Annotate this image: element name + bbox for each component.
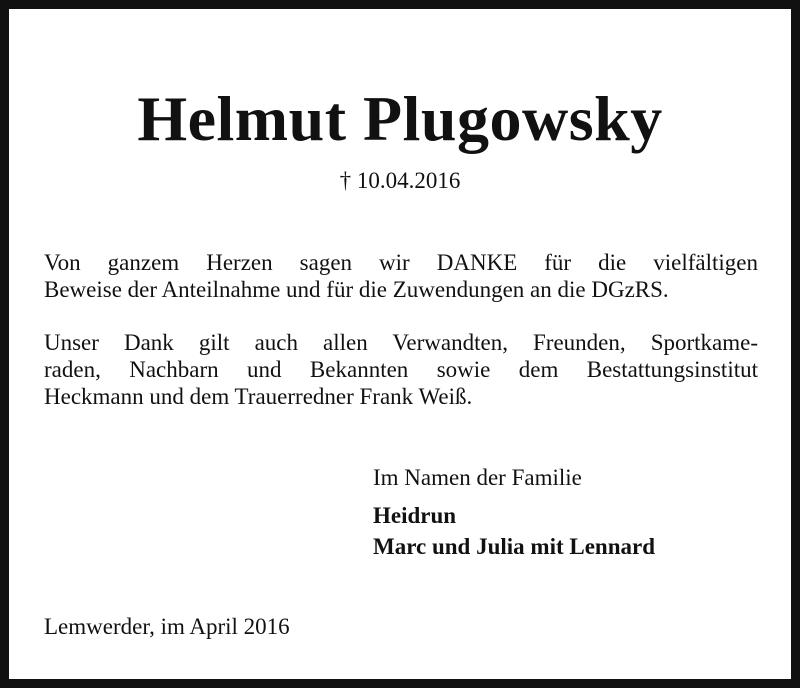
deceased-name: Helmut Plugowsky xyxy=(137,83,663,154)
signature-intro: Im Namen der Familie xyxy=(373,465,582,490)
place-and-date: Lemwerder, im April 2016 xyxy=(44,614,290,639)
signature-name: Heidrun xyxy=(373,503,457,528)
thanks-line: Von ganzem Herzen sagen wir DANKE für die vielfältigen xyxy=(44,250,758,275)
gratitude-paragraph xyxy=(44,329,758,410)
thanks-paragraph xyxy=(44,249,758,303)
thanks-line: Beweise der Anteilnahme und für die Zuwendungen an die DGzRS. xyxy=(44,277,669,302)
signature-name: Marc und Julia mit Lennard xyxy=(373,534,655,559)
gratitude-line: Unser Dank gilt auch allen Verwandten, Freunden, Sportkame- xyxy=(44,330,758,355)
gratitude-line: Heckmann und dem Trauerredner Frank Weiß. xyxy=(44,384,473,409)
gratitude-line: raden, Nachbarn und Bekannten sowie dem Bestattungsinstitut xyxy=(44,357,758,382)
death-date: † 10.04.2016 xyxy=(339,168,461,193)
